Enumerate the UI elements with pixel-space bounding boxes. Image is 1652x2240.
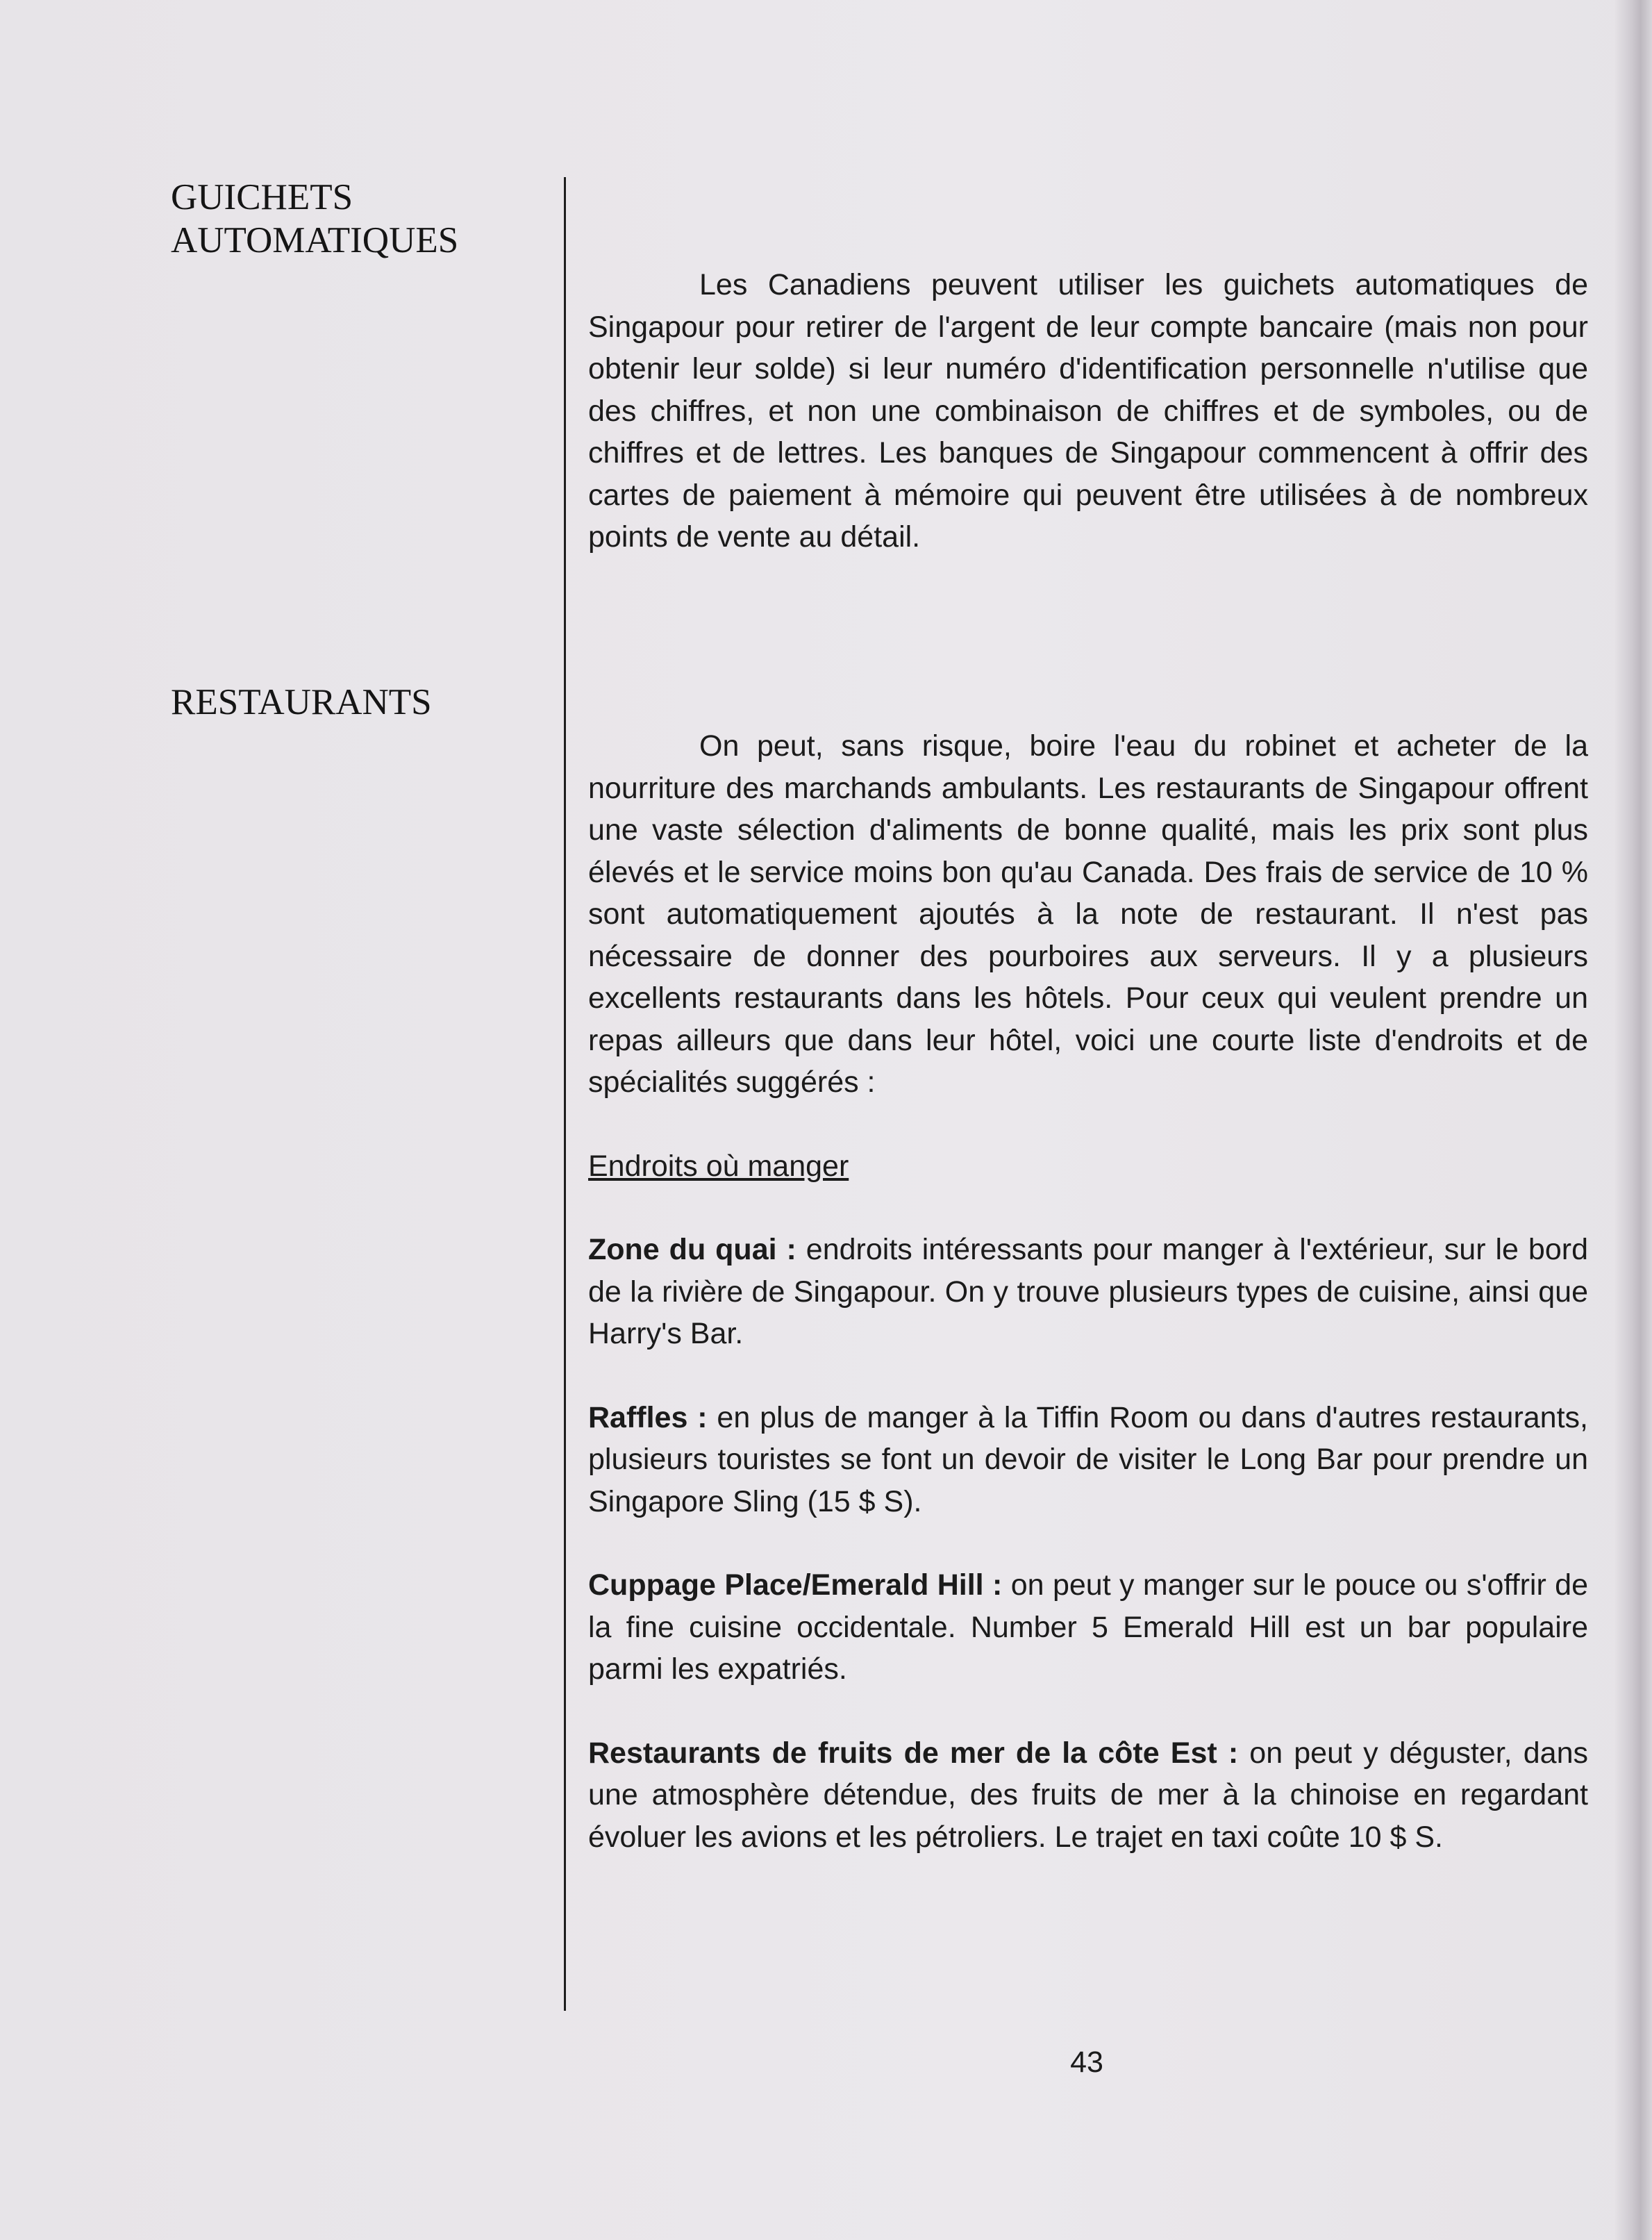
place-name: Restaurants de fruits de mer de la côte Est : — [588, 1736, 1239, 1770]
place-description: endroits intéressants pour manger à l'extérieur, sur le bord de la rivière de Singapour. On y trouve plusieurs types de cuisine, ainsi que Harry's Bar. — [588, 1233, 1588, 1350]
place-description: on peut y déguster, dans une atmosphère détendue, des fruits de mer à la chinoise en regardant évoluer les avions et les pétroliers. Le trajet en taxi coûte 10 $ S. — [588, 1736, 1588, 1854]
heading-restaurants — [171, 681, 432, 724]
restaurants-body — [588, 725, 1588, 1858]
place-entry-raffles — [588, 1397, 1588, 1523]
place-name: Raffles : — [588, 1400, 708, 1434]
heading-atm-line1: GUICHETS — [171, 177, 353, 217]
column-divider — [564, 177, 566, 2011]
places-subheading: Endroits où manger — [588, 1149, 849, 1183]
heading-restaurants-text: RESTAURANTS — [171, 682, 432, 722]
place-name: Zone du quai : — [588, 1233, 796, 1266]
place-name: Cuppage Place/Emerald Hill : — [588, 1568, 1003, 1602]
place-entry-cuppage — [588, 1564, 1588, 1691]
place-entry-quay — [588, 1229, 1588, 1355]
page-edge-shadow — [1614, 0, 1652, 2240]
restaurants-intro: On peut, sans risque, boire l'eau du robinet et acheter de la nourriture des marchands ambulants. Les restaurants de Singapour offrent une vaste sélection d'aliments de bonne qualité, mais les prix sont plus élevés et le service moins bon qu'au Canada. Des frais de service de 10 % sont automatiquement ajoutés à la note de restaurant. Il n'est pas nécessaire de donner des pourboires aux serveurs. Il y a plusieurs excellents restaurants dans les hôtels. Pour ceux qui veulent prendre un repas ailleurs que dans leur hôtel, voici une courte liste d'endroits et de spécialités suggérés : — [588, 729, 1588, 1099]
place-description: en plus de manger à la Tiffin Room ou dans d'autres restaurants, plusieurs touristes se font un devoir de visiter le Long Bar pour prendre un Singapore Sling (15 $ S). — [588, 1400, 1588, 1518]
place-description: on peut y manger sur le pouce ou s'offrir de la fine cuisine occidentale. Number 5 Emerald Hill est un bar populaire parmi les expatriés. — [588, 1568, 1588, 1686]
heading-atm-line2: AUTOMATIQUES — [171, 220, 459, 260]
heading-atm — [171, 176, 458, 262]
page-number: 43 — [1070, 2046, 1103, 2079]
atm-paragraph: Les Canadiens peuvent utiliser les guichets automatiques de Singapour pour retirer de l'argent de leur compte bancaire (mais non pour obtenir leur solde) si leur numéro d'identification personnelle n'utilise que des chiffres, et non une combinaison de chiffres et de symboles, ou de chiffres et de lettres. Les banques de Singapour commencent à offrir des cartes de paiement à mémoire qui peuvent être utilisées à de nombreux points de vente au détail. — [588, 268, 1588, 554]
atm-body — [588, 264, 1588, 558]
place-entry-east-coast — [588, 1732, 1588, 1859]
